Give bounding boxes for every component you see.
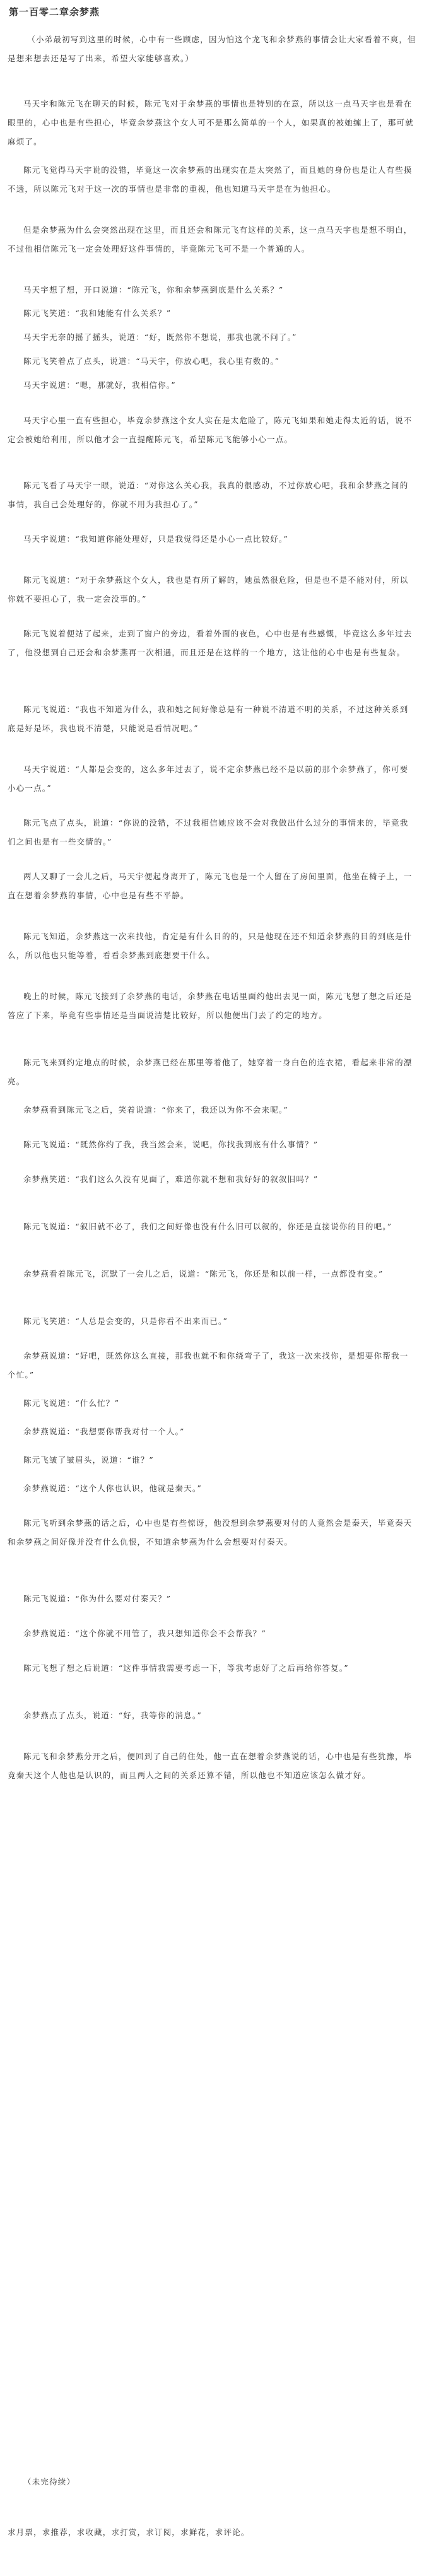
dialogue-paragraph: 余梦燕说道：“这个人你也认识，他就是秦天。”	[23, 1484, 202, 1493]
dialogue-paragraph: 马天宇说道：“人都是会变的，这么多年过去了，说不定余梦燕已经不是以前的那个余梦燕了，你可要小心一点。”	[8, 764, 409, 793]
body-paragraph: 陈元飞看了马天宇一眼，说道：“对你这么关心我，我真的很感动，不过你放心吧，我和余梦燕之间的事情，我自己会处理好的，你就不用为我担心了。”	[8, 481, 409, 509]
dialogue-paragraph: 陈元飞笑道：“我和她能有什么关系？”	[23, 308, 172, 318]
body-paragraph: 马天宇和陈元飞在聊天的时候，陈元飞对于余梦燕的事情也是特别的在意，所以这一点马天宇也是看在眼里的，心中也是有些担心，毕竟余梦燕这个女人可不是那么简单的一个人，如果真的被她缠上了，那可就麻烦了。	[8, 99, 414, 146]
dialogue-paragraph: 陈元飞说道：“叙旧就不必了，我们之间好像也没有什么旧可以叙的，你还是直接说你的目的吧。”	[23, 1222, 392, 1231]
reader-request-line: 求月票，求推荐，求收藏，求打赏，求订阅，求鲜花，求评论。	[8, 2527, 250, 2537]
dialogue-paragraph: 陈元飞说道：“我也不知道为什么，我和她之间好像总是有一种说不清道不明的关系，不过这种关系到底是好是坏，我也说不清楚，只能说是看情况吧。”	[8, 705, 409, 733]
dialogue-paragraph: 陈元飞笑着点了点头，说道：“马天宇，你放心吧，我心里有数的。”	[23, 356, 280, 366]
body-paragraph: 陈元飞说着便站了起来，走到了窗户的旁边，看着外面的夜色，心中也是有些感慨，毕竟这么多年过去了，他没想到自己还会和余梦燕再一次相遇，而且还是在这样的一个地方，这让他的心中也是有些复杂。	[8, 629, 413, 657]
body-paragraph: 晚上的时候，陈元飞接到了余梦燕的电话，余梦燕在电话里面约他出去见一面，陈元飞想了想之后还是答应了下来，毕竟有些事情还是当面说清楚比较好，所以他便出门去了约定的地方。	[8, 992, 413, 1020]
dialogue-paragraph: 陈元飞说道：“对于余梦燕这个女人，我也是有所了解的，她虽然很危险，但是也不是不能对付，所以你就不要担心了，我一定会没事的。”	[8, 575, 409, 604]
chapter-title: 第一百零二章余梦燕	[9, 6, 100, 18]
dialogue-paragraph: 陈元飞说道：“你为什么要对付秦天？”	[23, 1594, 172, 1603]
dialogue-paragraph: 余梦燕说道：“这个你就不用管了，我只想知道你会不会帮我？”	[23, 1629, 267, 1638]
dialogue-paragraph: 马天宇无奈的摇了摇头，说道：“好，既然你不想说，那我也就不问了。”	[23, 332, 297, 342]
dialogue-paragraph: 陈元飞想了想之后说道：“这件事情我需要考虑一下，等我考虑好了之后再给你答复。”	[23, 1663, 349, 1673]
body-paragraph: 陈元飞知道，余梦燕这一次来找他，肯定是有什么目的的，只是他现在还不知道余梦燕的目的到底是什么，所以他也只能等着，看看余梦燕到底想要干什么。	[8, 932, 413, 960]
dialogue-paragraph: 陈元飞说道：“什么忙？”	[23, 1398, 120, 1408]
body-paragraph: 陈元飞和余梦燕分开之后，便回到了自己的住处，他一直在想着余梦燕说的话，心中也是有些犹豫，毕竟秦天这个人他也是认识的，而且两人之间的关系还算不错，所以他也不知道应该怎么做才好。	[8, 1752, 413, 1780]
dialogue-paragraph: 陈元飞说道：“既然你约了我，我当然会来，说吧，你找我到底有什么事情？”	[23, 1140, 319, 1149]
dialogue-paragraph: 余梦燕说道：“我想要你帮我对付一个人。”	[23, 1427, 185, 1436]
body-paragraph: 陈元飞觉得马天宇说的没错，毕竟这一次余梦燕的出现实在是太突然了，而且她的身份也是让人有些摸不透，所以陈元飞对于这一次的事情也是非常的重视，他也知道马天宇是在为他担心。	[8, 165, 413, 194]
body-paragraph: 马天宇心里一直有些担心，毕竟余梦燕这个女人实在是太危险了，陈元飞如果和她走得太近的话，说不定会被她给利用，所以他才会一直提醒陈元飞，希望陈元飞能够小心一点。	[8, 416, 413, 444]
body-paragraph: 陈元飞来到约定地点的时候，余梦燕已经在那里等着他了，她穿着一身白色的连衣裙，看起来非常的漂亮。	[8, 1058, 413, 1086]
body-paragraph: 两人又聊了一会儿之后，马天宇便起身离开了，陈元飞也是一个人留在了房间里面，他坐在椅子上，一直在想着余梦燕的事情，心中也是有些不平静。	[8, 872, 413, 900]
body-paragraph: 陈元飞听到余梦燕的话之后，心中也是有些惊讶，他没想到余梦燕要对付的人竟然会是秦天，毕竟秦天和余梦燕之间好像并没有什么仇恨，不知道余梦燕为什么会想要对付秦天。	[8, 1518, 413, 1547]
dialogue-paragraph: 陈元飞点了点头，说道：“你说的没错，不过我相信她应该不会对我做出什么过分的事情来的，毕竟我们之间也是有一些交情的。”	[8, 818, 409, 846]
body-paragraph: 但是余梦燕为什么会突然出现在这里，而且还会和陈元飞有这样的关系，这一点马天宇也是想不明白，不过他相信陈元飞一定会处理好这件事情的，毕竟陈元飞可不是一个普通的人。	[8, 225, 413, 254]
dialogue-paragraph: 陈元飞笑道：“人总是会变的，只是你看不出来而已。”	[23, 1316, 228, 1326]
dialogue-paragraph: 余梦燕说道：“好吧，既然你这么直接，那我也就不和你绕弯子了，我这一次来找你，是想要你帮我一个忙。”	[8, 1351, 409, 1379]
dialogue-paragraph: 余梦燕看到陈元飞之后，笑着说道：“你来了，我还以为你不会来呢。”	[23, 1105, 288, 1115]
dialogue-paragraph: 马天宇说道：“嗯，那就好，我相信你。”	[23, 380, 176, 390]
to-be-continued: （未完待续）	[23, 2477, 76, 2486]
dialogue-paragraph: 余梦燕点了点头，说道：“好，我等你的消息。”	[23, 1711, 202, 1720]
dialogue-paragraph: 陈元飞皱了皱眉头，说道：“谁？”	[23, 1455, 154, 1465]
dialogue-paragraph: 马天宇说道：“我知道你能处理好，只是我觉得还是小心一点比较好。”	[23, 534, 288, 544]
dialogue-paragraph: 余梦燕笑道：“我们这么久没有见面了，难道你就不想和我好好的叙叙旧吗？”	[23, 1174, 319, 1184]
dialogue-paragraph: 余梦燕看着陈元飞，沉默了一会儿之后，说道：“陈元飞，你还是和以前一样，一点都没有变。”	[23, 1269, 384, 1279]
author-note-paragraph: （小弟最初写到这里的时候，心中有一些顾虑，因为怕这个龙飞和余梦燕的事情会让大家看着不爽，但是想来想去还是写了出来，希望大家能够喜欢。）	[8, 35, 416, 63]
body-paragraph: 马天宇想了想，开口说道：“陈元飞，你和余梦燕到底是什么关系？”	[23, 285, 284, 295]
